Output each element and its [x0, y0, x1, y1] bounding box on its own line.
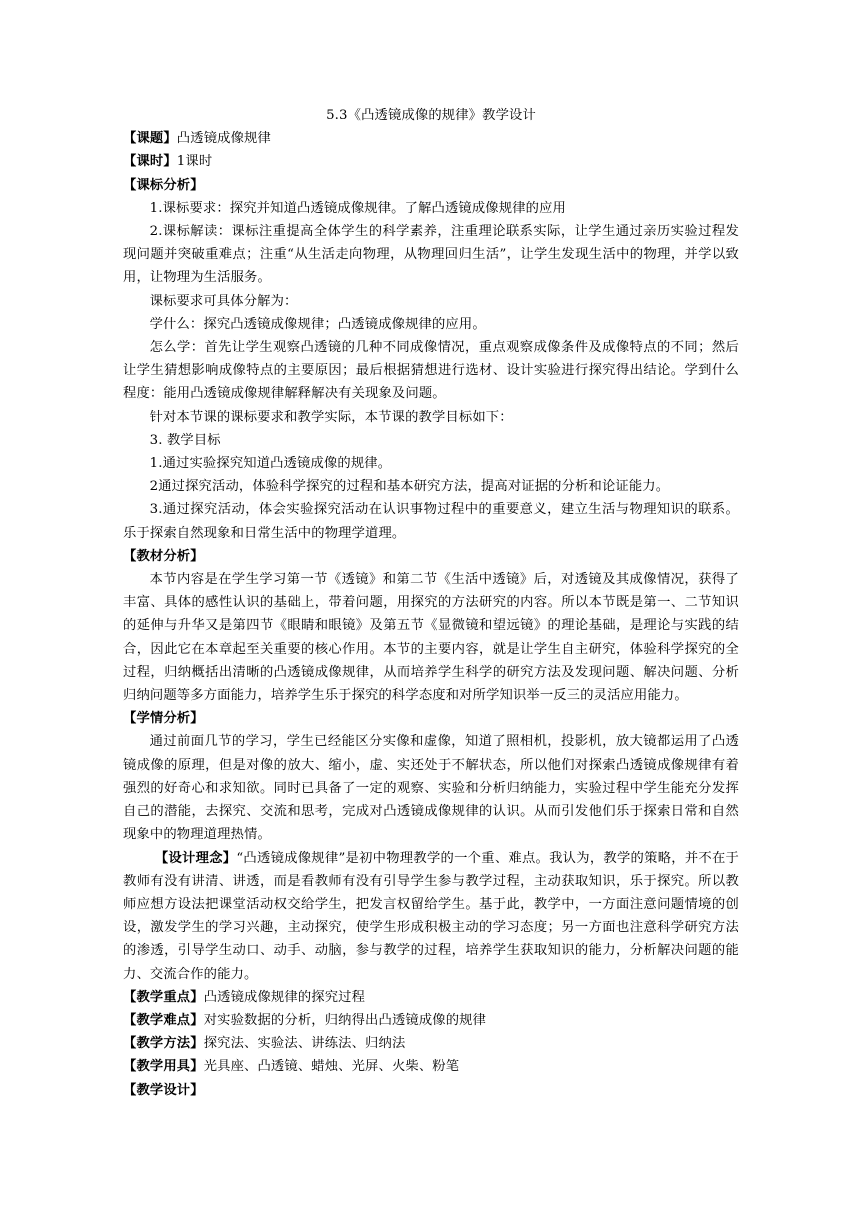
standards-what: 学什么：探究凸透镜成像规律；凸透镜成像规律的应用。 — [149, 316, 486, 332]
period-value: 1课时 — [176, 154, 213, 170]
topic-label: 【课题】 — [123, 131, 177, 147]
goal-item-3: 3.通过探究活动，体会实验探究活动在认识事物过程中的重要意义，建立生活与物理知识的联系。乐于探索自然现象和日常生活中的物理学道理。 — [123, 502, 739, 541]
key-point-value: 凸透镜成像规律的探究过程 — [203, 989, 366, 1005]
goal-intro: 针对本节课的课标要求和教学实际，本节课的教学目标如下： — [149, 409, 513, 425]
topic-value: 凸透镜成像规律 — [176, 131, 271, 147]
standards-how: 怎么学：首先让学生观察凸透镜的几种不同成像情况，重点观察成像条件及成像特点的不同；然后让学生猜想影响成像特点的主要原因；最后根据猜想进行选材、设计实验进行探究得出结论。学到什么程度：能用凸透镜成像规律解释解决有关现象及问题。 — [123, 340, 739, 402]
period-label: 【课时】 — [123, 154, 177, 170]
difficulty-value: 对实验数据的分析，归纳得出凸透镜成像的规律 — [203, 1012, 487, 1028]
methods-label: 【教学方法】 — [123, 1036, 204, 1052]
period-row — [123, 150, 739, 173]
textbook-heading: 【教材分析】 — [123, 548, 204, 564]
methods-value: 探究法、实验法、讲练法、归纳法 — [203, 1036, 406, 1052]
concept-label: 【设计理念】 — [154, 850, 237, 866]
tools-value: 光具座、凸透镜、蜡烛、光屏、火柴、粉笔 — [203, 1059, 460, 1075]
difficulty-row — [123, 1009, 739, 1032]
textbook-body: 本节内容是在学生学习第一节《透镜》和第二节《生活中透镜》后，对透镜及其成像情况，获得了丰富、具体的感性认识的基础上，带着问题，用探究的方法研究的内容。所以本节既是第一、二节知识的延伸与升华又是第四节《眼睛和眼镜》及第五节《显微镜和望远镜》的理论基础，是理论与实践的结合，因此它在本章起至关重要的核心作用。本节的主要内容，就是让学生自主研究，体验科学探究的全过程，归纳概括出清晰的凸透镜成像规律，从而培养学生科学的研究方法及发现问题、解决问题、分析归纳问题等多方面能力，培养学生乐于探究的科学态度和对所学知识举一反三的灵活应用能力。 — [123, 572, 739, 704]
tools-row — [123, 1055, 739, 1078]
document-title: 5.3《凸透镜成像的规律》教学设计 — [326, 108, 536, 123]
standards-heading: 【课标分析】 — [123, 177, 204, 193]
concept-paragraph — [123, 847, 739, 986]
goal-item-2: 2通过探究活动，体验科学探究的过程和基本研究方法，提高对证据的分析和论证能力。 — [149, 479, 670, 495]
concept-body: “凸透镜成像规律”是初中物理教学的一个重、难点。我认为，教学的策略，并不在于教师有没有讲清、讲透，而是看教师有没有引导学生参与教学过程，主动获取知识，乐于探究。所以教师应想方设法把课堂活动权交给学生，把发言权留给学生。基于此，教学中，一方面注意问题情境的创设，激发学生的学习兴趣，主动探究，使学生形成积极主动的学习态度；另一方面也注意科学研究方法的渗透，引导学生动口、动手、动脑，参与教学的过程，培养学生获取知识的能力，分析解决问题的能力、交流合作的能力。 — [123, 850, 740, 982]
students-body: 通过前面几节的学习，学生已经能区分实像和虚像，知道了照相机，投影机，放大镜都运用了凸透镜成像的原理，但是对像的放大、缩小，虚、实还处于不解状态，所以他们对探索凸透镜成像规律有着强烈的好奇心和求知欲。同时已具备了一定的观察、实验和分析归纳能力，实验过程中学生能充分发挥自己的潜能，去探究、交流和思考，完成对凸透镜成像规律的认识。从而引发他们乐于探索日常和自然现象中的物理道理热情。 — [123, 734, 739, 843]
methods-row — [123, 1032, 739, 1055]
standards-breakdown: 课标要求可具体分解为： — [149, 293, 298, 309]
goal-item-1: 1.通过实验探究知道凸透镜成像的规律。 — [149, 456, 392, 472]
document-page — [123, 104, 739, 1102]
standards-item-2: 2.课标解读：课标注重提高全体学生的科学素养，注重理论联系实际，让学生通过亲历实验过程发现问题并突破重难点；注重“从生活走向物理，从物理回归生活”，让学生发现生活中的物理，并学以致用，让物理为生活服务。 — [123, 224, 739, 286]
goal-heading: 3. 教学目标 — [149, 432, 221, 448]
design-heading: 【教学设计】 — [123, 1082, 204, 1098]
standards-item-1: 1.课标要求：探究并知道凸透镜成像规律。了解凸透镜成像规律的应用 — [149, 200, 566, 216]
key-point-row — [123, 986, 739, 1009]
topic-row — [123, 127, 739, 150]
students-heading: 【学情分析】 — [123, 711, 204, 727]
tools-label: 【教学用具】 — [123, 1059, 204, 1075]
key-point-label: 【教学重点】 — [123, 989, 204, 1005]
difficulty-label: 【教学难点】 — [123, 1012, 204, 1028]
